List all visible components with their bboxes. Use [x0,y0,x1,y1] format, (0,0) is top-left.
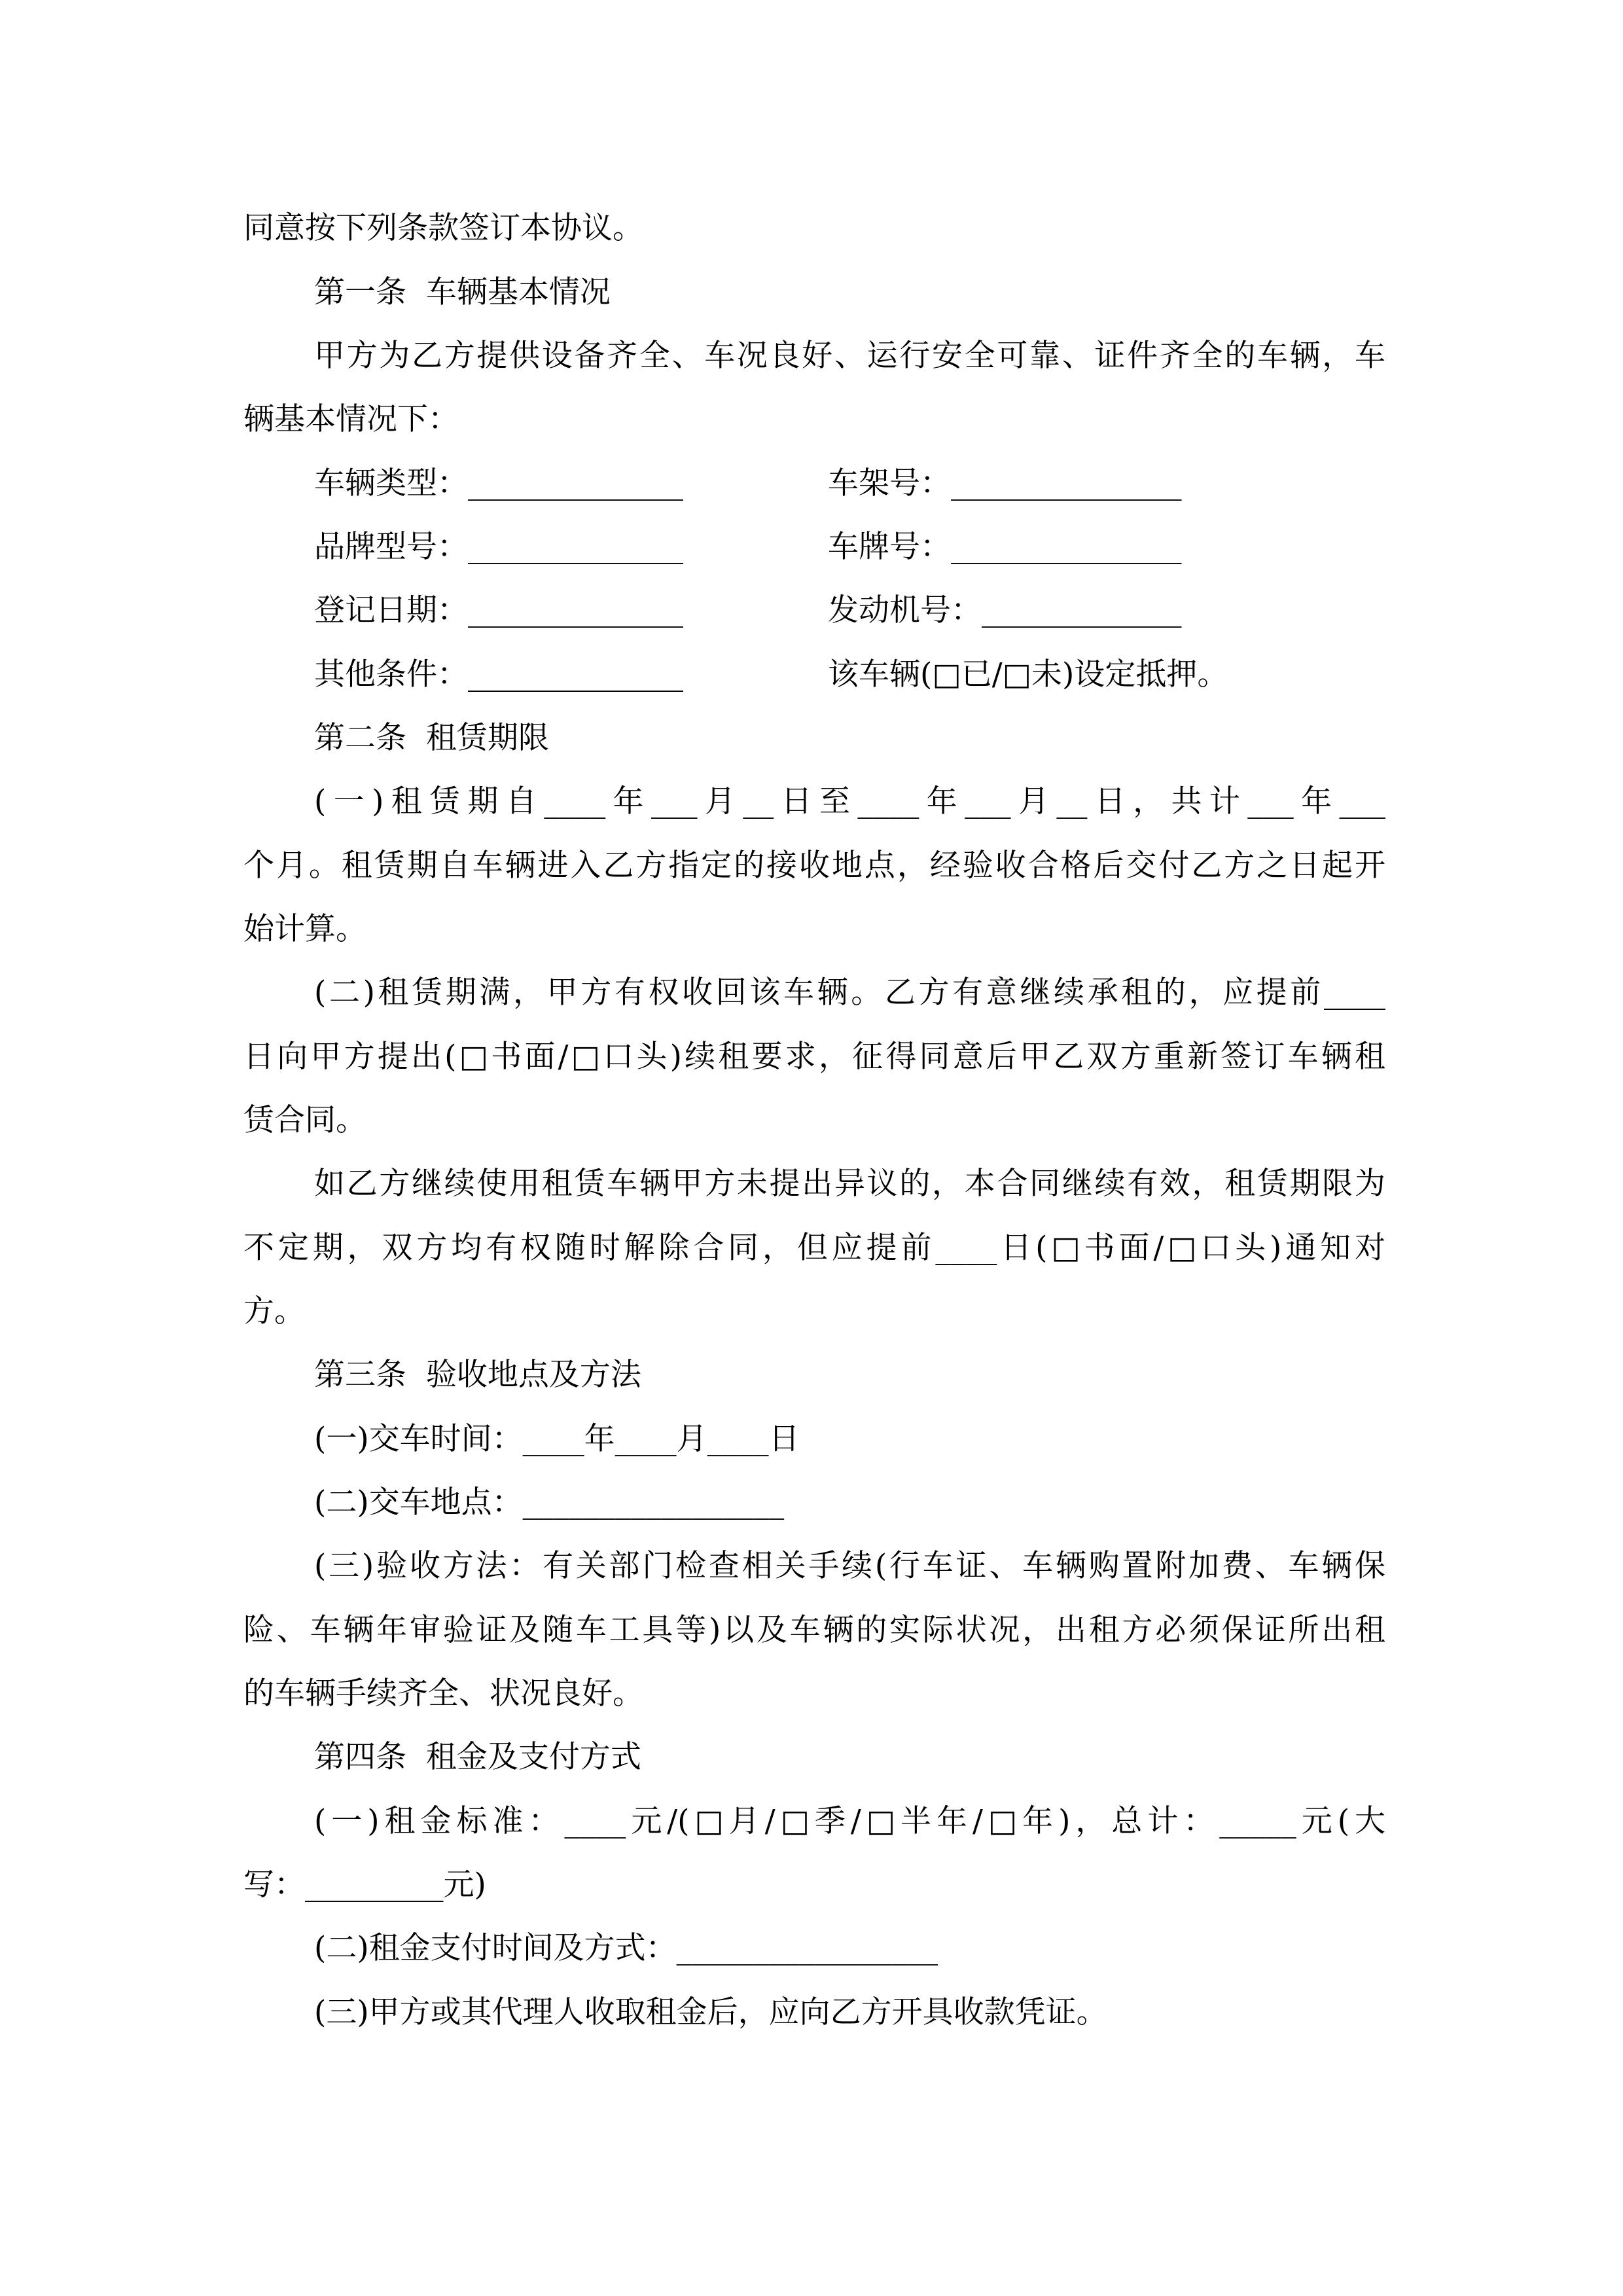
article-4-item-1-line: (一)租金标准：____元/(□月/□季/□半年/□年)，总计：_____元(大 [314,1803,1385,1839]
article-3-item-1: (一)交车时间：____年____月____日 [314,1421,800,1457]
article-4-item-3: (三)甲方或其代理人收取租金后，应向乙方开具收款凭证。 [314,1994,1107,2030]
article-4-heading: 第四条 租金及支付方式 [314,1739,641,1775]
article-3-item-3-line: (三)验收方法：有关部门检查相关手续(行车证、车辆购置附加费、车辆保 [314,1548,1385,1584]
field-frame-number: 车架号：_______________ [828,465,1182,501]
article-1-paragraph-line: 辆基本情况下： [243,401,459,437]
field-registration-date: 登记日期：______________ [314,592,683,628]
article-2-item-2-line: 赁合同。 [243,1102,366,1138]
field-brand-model: 品牌型号：______________ [314,529,683,565]
article-2-heading: 第二条 租赁期限 [314,720,549,756]
article-3-item-3-line: 的车辆手续齐全、状况良好。 [243,1676,643,1712]
article-4-item-2: (二)租金支付时间及方式：_________________ [314,1930,938,1966]
article-2-item-2-line: (二)租赁期满，甲方有权收回该车辆。乙方有意继续承租的，应提前____ [314,975,1385,1011]
field-mortgage-status: 该车辆(□已/□未)设定抵押。 [828,656,1228,692]
article-3-heading: 第三条 验收地点及方法 [314,1357,641,1393]
article-2-item-1-line: 个月。租赁期自车辆进入乙方指定的接收地点，经验收合格后交付乙方之日起开 [243,848,1385,884]
intro-line: 同意按下列条款签订本协议。 [243,210,643,246]
article-2-item-1-line: (一)租赁期自____年___月__日至____年___月__日，共计___年___ [314,783,1386,819]
article-3-item-2: (二)交车地点：_________________ [314,1484,785,1520]
article-2-item-2-line: 日向甲方提出(□书面/□口头)续租要求，征得同意后甲乙双方重新签订车辆租 [243,1039,1385,1075]
article-1-paragraph-line: 甲方为乙方提供设备齐全、车况良好、运行安全可靠、证件齐全的车辆，车 [314,338,1385,374]
field-other-conditions: 其他条件：______________ [314,656,683,692]
article-2-item-1-line: 始计算。 [243,911,366,947]
article-1-heading: 第一条 车辆基本情况 [314,274,611,310]
field-engine-number: 发动机号：_____________ [828,592,1182,628]
article-2-paragraph-3-line: 方。 [243,1293,305,1329]
field-plate-number: 车牌号：_______________ [828,529,1182,565]
article-4-item-1-line: 写：_________元) [243,1867,486,1903]
article-3-item-3-line: 险、车辆年审验证及随车工具等)以及车辆的实际状况，出租方必须保证所出租 [243,1612,1385,1648]
field-vehicle-type: 车辆类型：______________ [314,465,683,501]
article-2-paragraph-3-line: 如乙方继续使用租赁车辆甲方未提出异议的，本合同继续有效，租赁期限为 [314,1166,1385,1202]
article-2-paragraph-3-line: 不定期，双方均有权随时解除合同，但应提前____日(□书面/□口头)通知对 [243,1230,1385,1266]
